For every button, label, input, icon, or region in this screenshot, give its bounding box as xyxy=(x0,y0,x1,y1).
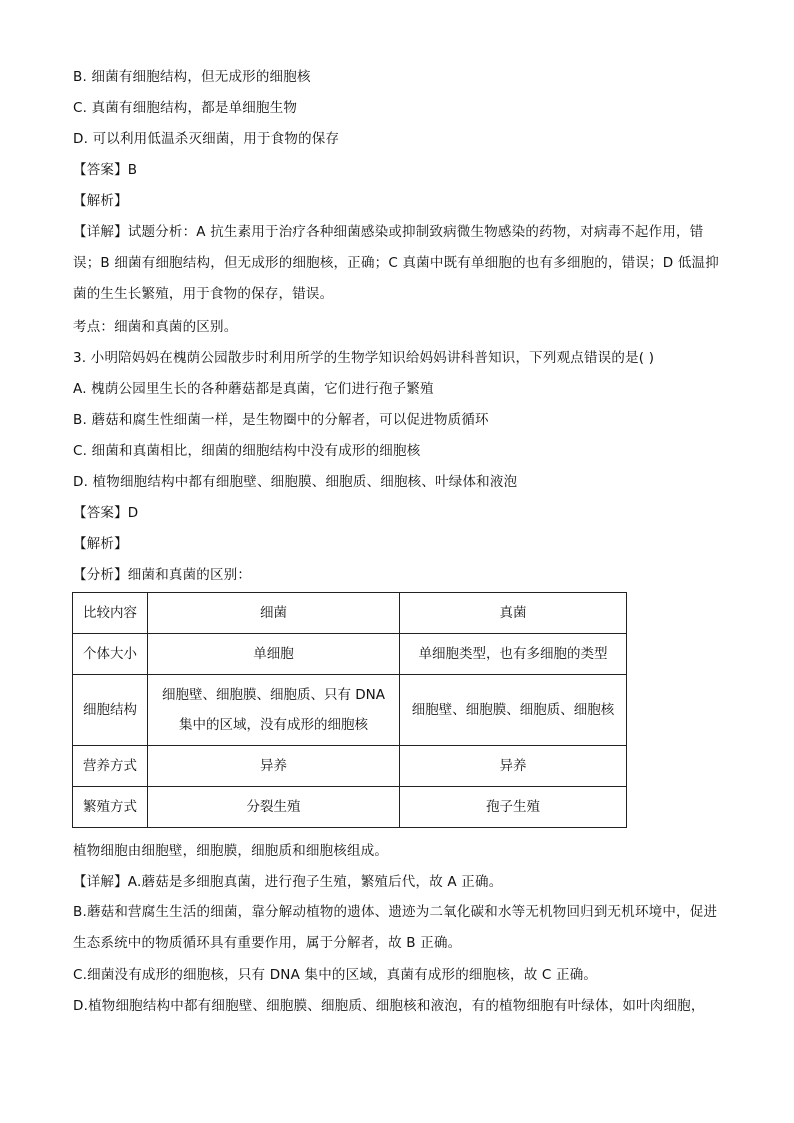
table-row xyxy=(73,675,627,746)
table-row xyxy=(73,746,627,787)
key-point-line: 考点：细菌和真菌的区别。 xyxy=(73,319,238,335)
option-b-line: B. 细菌有细胞结构，但无成形的细胞核 xyxy=(73,69,311,85)
table-cell: 异养 xyxy=(148,746,400,787)
table-cell: 孢子生殖 xyxy=(400,787,627,828)
analysis-label-2: 【解析】 xyxy=(73,536,128,552)
table-cell: 真菌 xyxy=(400,593,627,634)
table-row xyxy=(73,634,627,675)
option-c-line: C. 真菌有细胞结构，都是单细胞生物 xyxy=(73,100,298,116)
plant-cell-note: 植物细胞由细胞壁，细胞膜，细胞质和细胞核组成。 xyxy=(73,843,389,859)
table-row xyxy=(73,787,627,828)
analysis-heading: 【分析】细菌和真菌的区别： xyxy=(73,567,252,583)
answer-label: 【答案】B xyxy=(73,162,138,178)
table-cell: 异养 xyxy=(400,746,627,787)
table-cell: 细胞结构 xyxy=(73,675,148,746)
analysis-label: 【解析】 xyxy=(73,193,128,209)
table-cell: 单细胞 xyxy=(148,634,400,675)
table-cell: 单细胞类型，也有多细胞的类型 xyxy=(400,634,627,675)
option-d-line: D. 可以利用低温杀灭细菌，用于食物的保存 xyxy=(73,131,340,147)
detail-b: B.蘑菇和营腐生生活的细菌，靠分解动植物的遗体、遗迹为二氧化碳和水等无机物回归到无机环境中，促进生态系统中的物质循环具有重要作用，属于分解者，故 B 正确。 xyxy=(73,904,718,951)
answer-label-2: 【答案】D xyxy=(73,505,139,521)
detail-c: C.细菌没有成形的细胞核，只有 DNA 集中的区域，真菌有成形的细胞核，故 C 正确。 xyxy=(73,967,598,983)
question-3-stem: 3. 小明陪妈妈在槐荫公园散步时利用所学的生物学知识给妈妈讲科普知识，下列观点错误的是( ) xyxy=(73,350,655,366)
table-cell: 细胞壁、细胞膜、细胞质、只有 DNA 集中的区域，没有成形的细胞核 xyxy=(148,675,400,746)
question-3-option-c: C. 细菌和真菌相比，细菌的细胞结构中没有成形的细胞核 xyxy=(73,443,421,459)
question-3-option-a: A. 槐荫公园里生长的各种蘑菇都是真菌，它们进行孢子繁殖 xyxy=(73,381,434,397)
table-cell: 个体大小 xyxy=(73,634,148,675)
table-cell: 营养方式 xyxy=(73,746,148,787)
table-cell: 细胞壁、细胞膜、细胞质、细胞核 xyxy=(400,675,627,746)
table-cell: 细菌 xyxy=(148,593,400,634)
question-3-option-d: D. 植物细胞结构中都有细胞壁、细胞膜、细胞质、细胞核、叶绿体和液泡 xyxy=(73,474,518,490)
question-3-option-b: B. 蘑菇和腐生性细菌一样，是生物圈中的分解者，可以促进物质循环 xyxy=(73,412,489,428)
table-cell: 繁殖方式 xyxy=(73,787,148,828)
comparison-table xyxy=(72,592,627,828)
table-cell: 分裂生殖 xyxy=(148,787,400,828)
table-row xyxy=(73,593,627,634)
detail-explanation: 【详解】试题分析：A 抗生素用于治疗各种细菌感染或抑制致病微生物感染的药物，对病毒不起作用，错误；B 细菌有细胞结构，但无成形的细胞核，正确；C 真菌中既有单细胞的也有多细胞的，错误；D 低温抑菌的生生长繁殖，用于食物的保存，错误。 xyxy=(73,224,719,302)
detail-a: 【详解】A.蘑菇是多细胞真菌，进行孢子生殖，繁殖后代，故 A 正确。 xyxy=(73,874,503,890)
detail-d: D.植物细胞结构中都有细胞壁、细胞膜、细胞质、细胞核和液泡，有的植物细胞有叶绿体，如叶肉细胞， xyxy=(73,998,705,1014)
table-cell: 比较内容 xyxy=(73,593,148,634)
